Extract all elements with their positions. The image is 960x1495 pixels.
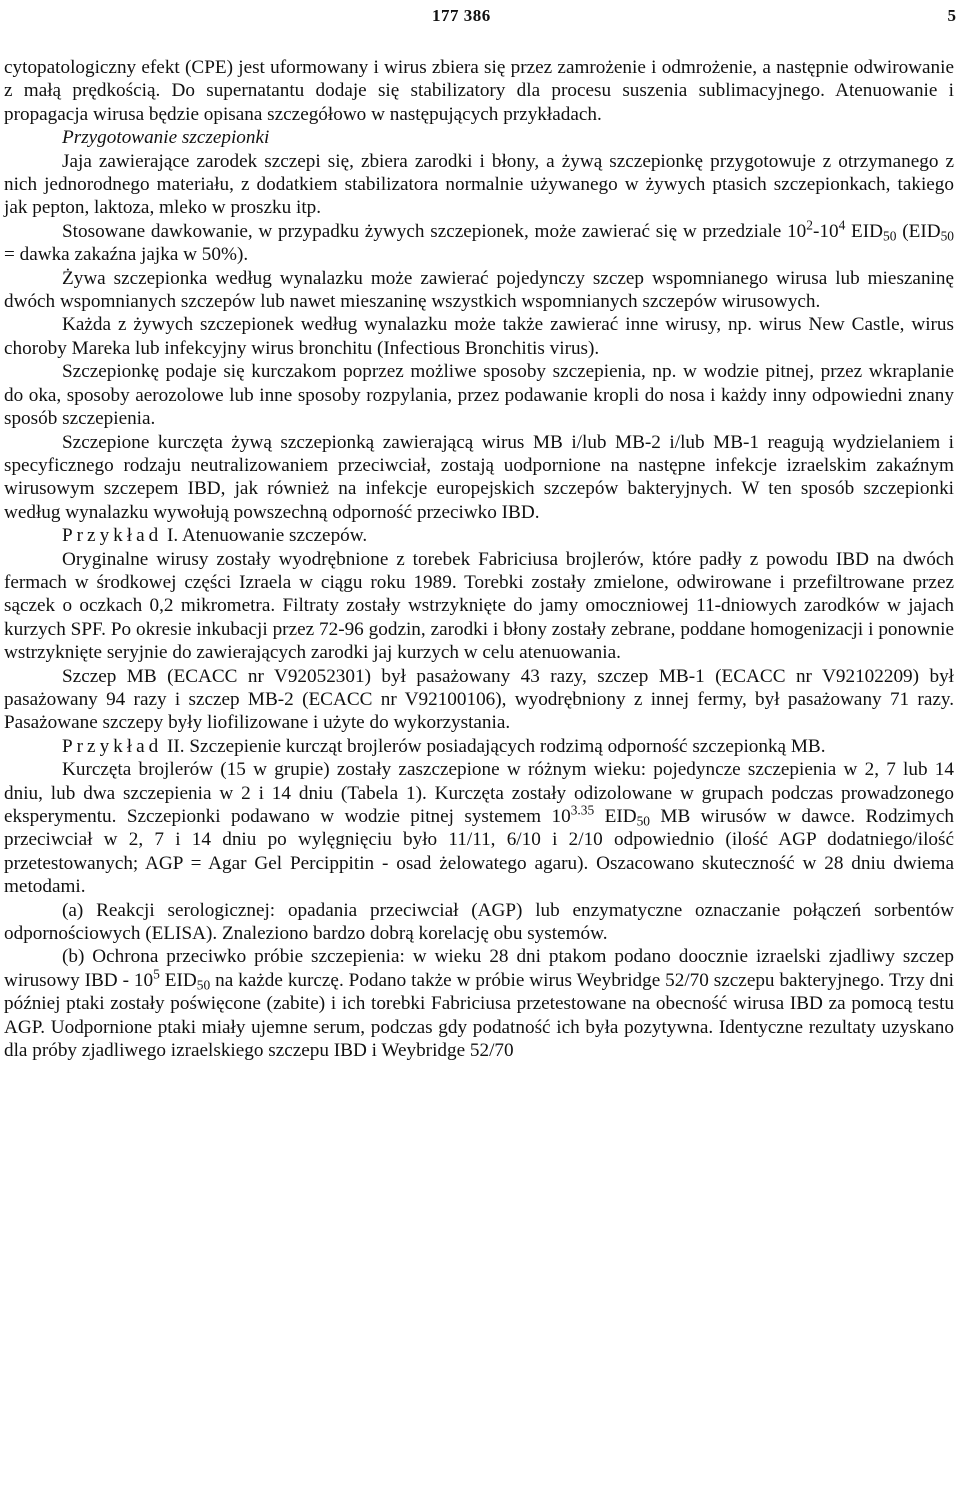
paragraph-other-viruses: Każda z żywych szczepionek według wynalazku może także zawierać inne wirusy, np. wirus New Castle, wirus choroby Mareka lub infekcyjny wirus bronchitu (Infectious Bronchitis virus). [4,314,954,359]
paragraph-dosage: Stosowane dawkowanie, w przypadku żywych szczepionek, może zawierać się w przedziale $10^2-10^4$ $EID_{50}$ ($EID_{50}$ = dawka zakaźna jajka w 50%). [4,217,955,266]
paragraph-strain-passages: Szczep MB (ECACC nr V92052301) był pasażowany 43 razy, szczep MB-1 (ECACC nr V92102209) był pasażowany 94 razy i szczep MB-2 (ECACC nr V92100106), wyodrębniony z innej fermy, był pasażowany 71 razy. Pasażowane szczepy były liofilizowane i użyte do wykorzystania. [4,665,954,734]
example-1-heading: Przykład I. Atenuowanie szczepów. [62,525,368,547]
paragraph-embryo-eggs: Jaja zawierające zarodek szczepi się, zbiera zarodki i błony, a żywą szczepionkę przygotowuje z otrzymanego z nich jednorodnego materiału, z dodatkiem stabilizatora normalnie używanego w żywych ptasich szczepionkach, takiego jak pepton, laktoza, mleko w proszku itp. [4,150,954,219]
paragraph-single-strain: Żywa szczepionka według wynalazku może zawierać pojedynczy szczep wspomnianego wirusa lub mieszaninę dwóch wspomnianych szczepów lub nawet mieszaninę wszystkich wspomnianych szczepów wirusowych. [4,267,954,313]
paragraph-administration: Szczepionkę podaje się kurczakom poprzez możliwe sposoby szczepienia, np. w wodzie pitnej, przez wkraplanie do oka, sposoby aerozolowe lub inne sposoby rozpylania, przez podawanie kropli do nosa i każdy inny odpowiedni znany sposób szczepienia. [4,361,954,430]
page-header [0,2,960,32]
document-body [4,56,954,1062]
example-2-heading: Przykład II. Szczepienie kurcząt brojlerów posiadających rodzimą odporność szczepionką MB. [62,735,826,757]
paragraph-cpe: cytopatologiczny efekt (CPE) jest uformowany i wirus zbiera się przez zamrożenie i odmrożenie, a następnie odwirowanie z małą prędkością. Do supernatantu dodaje się stabilizatory dla procesu suszenia sublimacyjnego. Atenuowanie i propagacja wirusa będzie opisana szczegółowo w następujących przykładach. [4,57,954,125]
patent-number: 177 386 [432,6,491,25]
paragraph-broiler-vaccination: Kurczęta brojlerów (15 w grupie) zostały zaszczepione w różnym wieku: pojedyncze szczepienia w 2, 7 lub 14 dniu, lub dwa szczepienia w 2 i 14 dniu (Tabela 1). Kurczęta zostały odizolowane w grupach podczas prowadzonego eksperymentu. Szczepionki podawano w wodzie pitnej systemem $10^{3.35}$ $EID_{50}$ MB wirusów w dawce. Rodzimych przeciwciał w 2, 7 i 14 dniu po wylęgnięciu było 11/11, 6/10 i 2/10 odpowiednio (ilość AGP dodatniego/ilość przetestowanych; AGP = Agar Gel Percippitin - osad żelowatego agaru). Oszacowano skuteczność w 28 dniu dwiema metodami. [4,759,955,898]
paragraph-serological-reaction: (a) Reakcji serologicznej: opadania przeciwciał (AGP) lub enzymatyczne oznaczanie połączeń sorbentów odpornościowych (ELISA). Znaleziono bardzo dobrą korelację obu systemów. [4,899,954,945]
paragraph-original-viruses: Oryginalne wirusy zostały wyodrębnione z torebek Fabriciusa brojlerów, które padły z powodu IBD na dwóch fermach w środkowej części Izraela w ciągu roku 1989. Torebki zostały zmielone, odwirowane i przefiltrowane przez sączek o oczkach 0,2 mikrometra. Filtraty zostały wstrzyknięte do jamy omoczniowej 11-dniowych zarodków w jajach kurzych SPF. Po okresie inkubacji przez 72-96 godzin, zarodki i błony zostały zebrane, poddane homogenizacji i ponownie wstrzyknięte seryjnie do zawierających zarodki jaj kurzych w celu atenuowania. [4,548,954,664]
paragraph-immunity: Szczepione kurczęta żywą szczepionką zawierającą wirus MB i/lub MB-2 i/lub MB-1 reagują wydzielaniem i specyficznego rodzaju neutralizowaniem przeciwciał, zostają uodpornione na następne infekcje izraelskim zakaźnym wirusowym szczepem IBD, jak również na infekcje europejskich szczepów bakteryjnych. W ten sposób szczepionki według wynalazku wywołują powszechną odporność przeciwko IBD. [4,431,954,523]
section-heading-vaccine-preparation: Przygotowanie szczepionki [62,127,270,149]
paragraph-challenge-protection: (b) Ochrona przeciwko próbie szczepienia: w wieku 28 dni ptakom podano doocznie izraelski zjadliwy szczep wirusowy IBD - $10^5$ $EID_{50}$ na każde kurczę. Podano także w próbie wirus Weybridge 52/70 szczepu bakteryjnego. Trzy dni później ptaki zostały poświęcone (zabite) i ich torebki Fabriciusa przetestowane na obecność wirusa IBD za pomocą testu AGP. Uodpornione ptaki miały ujemne serum, podczas gdy podatność ich była pozytywna. Identyczne rezultaty uzyskano dla próby zjadliwego izraelskiego szczepu IBD i Weybridge 52/70 [4,946,954,1062]
page-number: 5 [947,6,956,25]
